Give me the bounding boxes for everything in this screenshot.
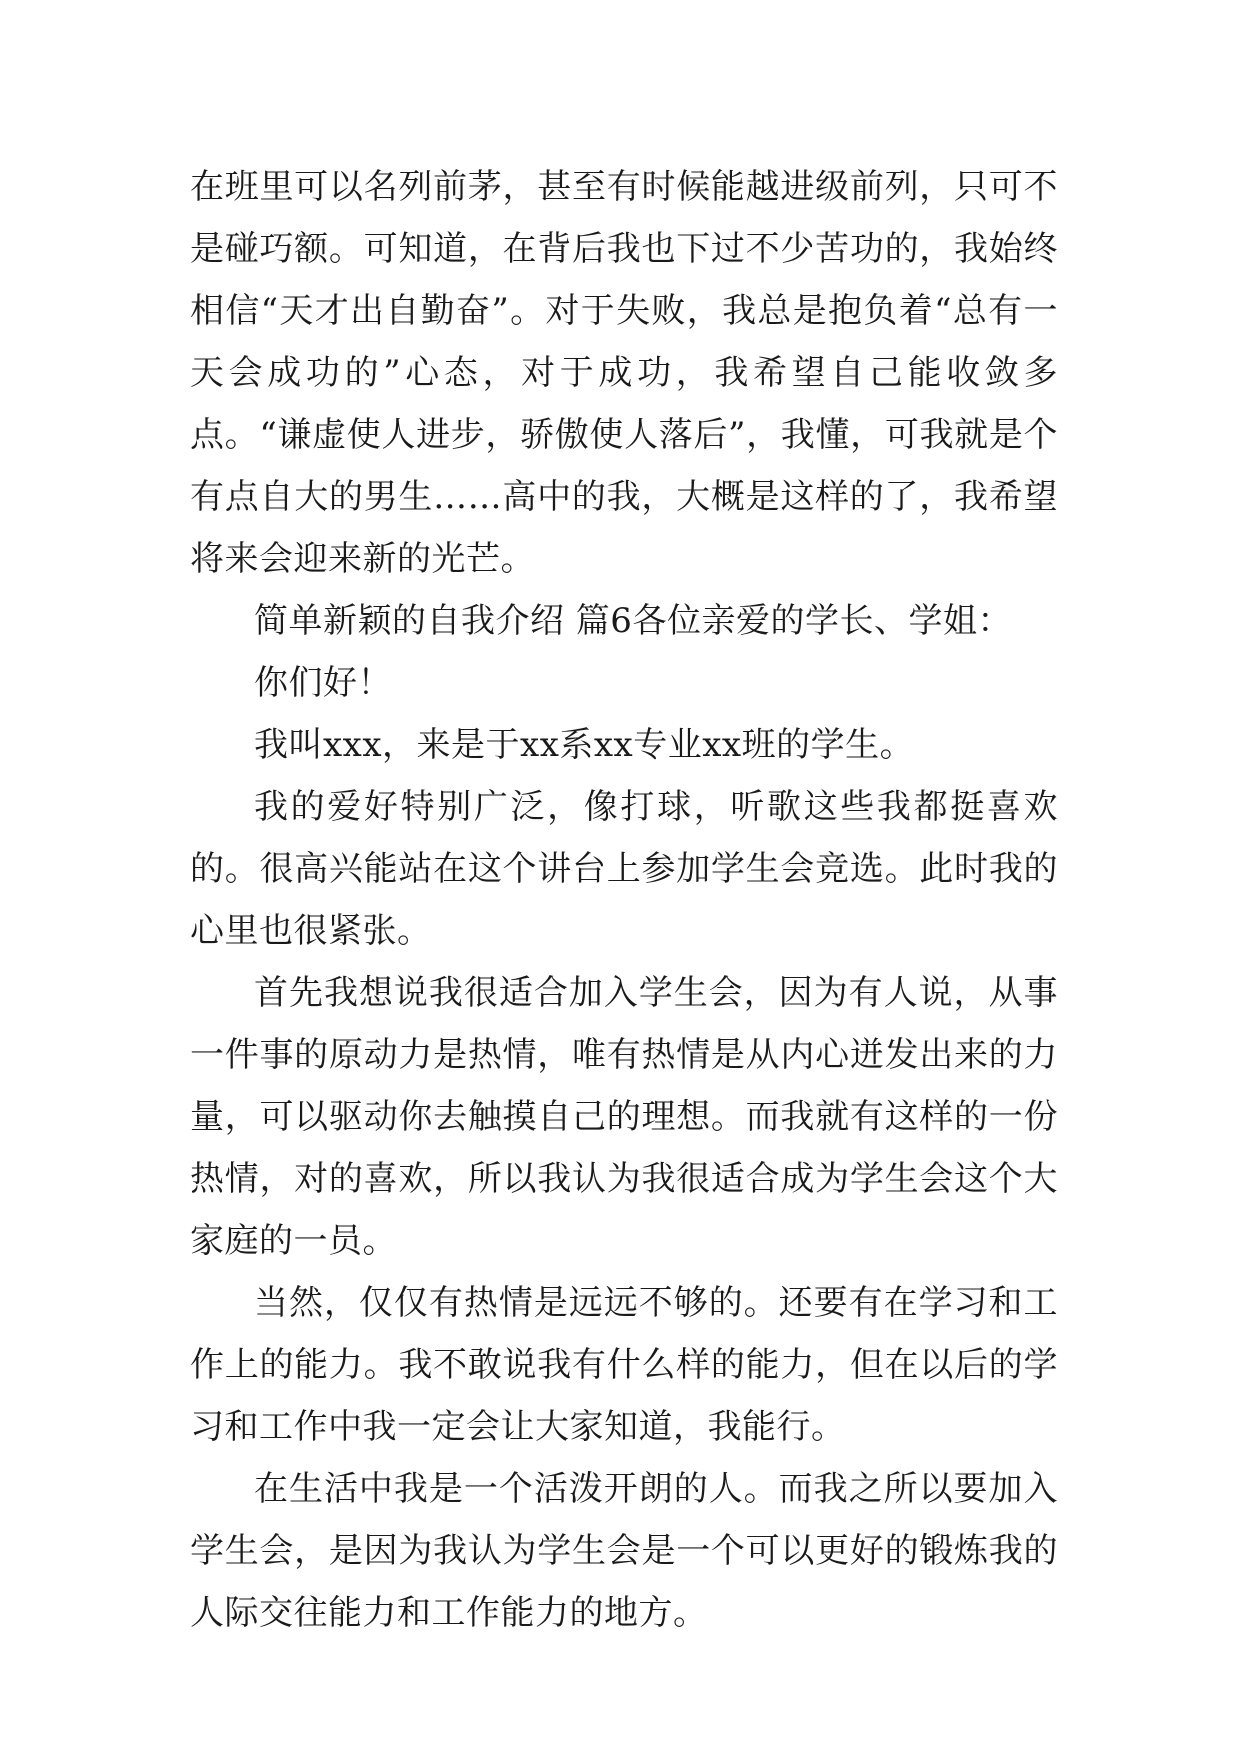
paragraph-section-heading: 简单新颖的自我介绍 篇6各位亲爱的学长、学姐： [254, 601, 1012, 641]
paragraph-personality: 在生活中我是一个活泼开朗的人。而我之所以要加入学生会，是因为我认为学生会是一个可以更好的锻炼我的人际交往能力和工作能力的地方。 [190, 1469, 1058, 1633]
paragraph-greeting: 你们好！ [254, 663, 392, 703]
paragraph-motivation: 首先我想说我很适合加入学生会，因为有人说，从事一件事的原动力是热情，唯有热情是从内心迸发出来的力量，可以驱动你去触摸自己的理想。而我就有这样的一份热情，对的喜欢，所以我认为我很适合成为学生会这个大家庭的一员。 [190, 973, 1058, 1261]
paragraph-introduction: 我叫xxx，来是于xx系xx专业xx班的学生。 [254, 725, 915, 765]
paragraph-ability: 当然，仅仅有热情是远远不够的。还要有在学习和工作上的能力。我不敢说我有什么样的能力，但在以后的学习和工作中我一定会让大家知道，我能行。 [190, 1283, 1058, 1447]
document-body [190, 156, 1058, 1644]
paragraph-hobbies: 我的爱好特别广泛，像打球，听歌这些我都挺喜欢的。很高兴能站在这个讲台上参加学生会竞选。此时我的心里也很紧张。 [190, 787, 1058, 951]
paragraph-continuation: 在班里可以名列前茅，甚至有时候能越进级前列，只可不是碰巧额。可知道，在背后我也下过不少苦功的，我始终相信“天才出自勤奋”。对于失败，我总是抱负着“总有一天会成功的”心态，对于成功，我希望自己能收敛多点。“谦虚使人进步，骄傲使人落后”，我懂，可我就是个有点自大的男生……高中的我，大概是这样的了，我希望将来会迎来新的光芒。 [190, 167, 1058, 579]
